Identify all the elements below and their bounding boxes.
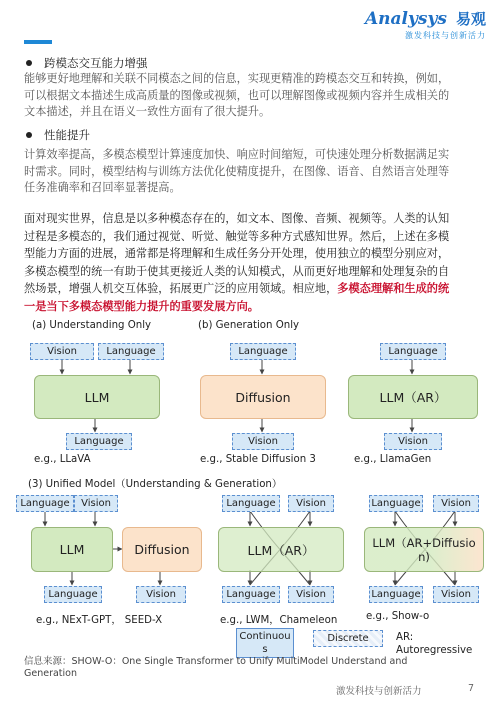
tag-language: Language: [16, 495, 74, 512]
caption-understanding-only: (a) Understanding Only: [32, 320, 152, 331]
example-nextgpt: e.g., NExT-GPT， SEED-X: [36, 615, 163, 626]
logo-brand: Analysys: [364, 9, 447, 29]
model-llm: LLM: [31, 527, 113, 572]
main-paragraph: 面对现实世界，信息是以多种模态存在的，如文本、图像、音频、视频等。人类的认知 过程是多模态的，我们通过视觉、听觉、触觉等多种方式感知世界。然后，上述在多模 型能力方面的进展，通常都是将理解和生成任务分开处理，使用独立的模型分别应对， 多模态模型的统一有助于使其更接近人类的认知模式，从而更好地理解和处理复杂的自 然场景，增强人机交互体验，拓展更广泛的应用领域。相应地，多模态理解和生成的统 一是当下多模态模型能力提升的重要发展方向。: [24, 210, 476, 315]
example-llava: e.g., LLaVA: [34, 454, 91, 465]
caption-unified-model: (3) Unified Model（Understanding & Generation）: [28, 479, 283, 490]
tag-vision: Vision: [433, 495, 479, 512]
model-llm: LLM: [34, 375, 160, 419]
example-lwm: e.g., LWM，Chameleon: [220, 615, 338, 626]
tag-language-out: Language: [222, 586, 280, 603]
logo-brand-cn: 易观: [455, 10, 486, 28]
tag-language: Language: [369, 495, 423, 512]
model-llm-ar-diffusion: LLM（AR+Diffusio n): [364, 527, 484, 572]
section2-body: 计算效率提高，多模态模型计算速度加快、响应时间缩短，可快速处理分析数据满足实 时需求。同时，模型结构与训练方法优化使精度提升，在图像、语音、自然语言处理等 任务准确率和召回率显著提高。: [24, 148, 450, 194]
tag-vision-out: Vision: [288, 586, 334, 603]
tag-language: Language: [222, 495, 280, 512]
model-diffusion: Diffusion: [200, 375, 326, 419]
example-llamagen: e.g., LlamaGen: [354, 454, 432, 465]
tag-language: Language: [230, 343, 296, 360]
tag-language: Language: [380, 343, 446, 360]
tag-language-out: Language: [369, 586, 423, 603]
model-llm-ar: LLM（AR）: [348, 375, 478, 419]
tag-vision: Vision: [30, 343, 94, 360]
tag-vision-out: Vision: [433, 586, 479, 603]
highlight-text-cont: 一是当下多模态模型能力提升的重要发展方向。: [24, 299, 259, 313]
legend-ar: AR: Autoregressive: [396, 632, 473, 656]
caption-generation-only: (b) Generation Only: [198, 320, 300, 331]
tag-vision-out: Vision: [384, 433, 442, 450]
example-showo: e.g., Show-o: [366, 611, 430, 622]
tag-language-out: Language: [66, 433, 132, 450]
section1-body: 能够更好地理解和关联不同模态之间的信息，实现更精准的跨模态交互和转换，例如， 可以根据文本描述生成高质量的图像或视频，也可以理解图像或视频内容并生成相关的 文本描述，并且在语义一致性方面有了很大提升。: [24, 72, 450, 118]
tag-vision: Vision: [288, 495, 334, 512]
tag-vision-out: Vision: [136, 586, 186, 603]
highlight-text: 多模态理解和生成的统: [337, 282, 450, 295]
page-number: 7: [468, 683, 475, 694]
tag-language: Language: [98, 343, 164, 360]
tag-language-out: Language: [44, 586, 102, 603]
section-title-performance: 性能提升: [24, 127, 90, 143]
example-sd3: e.g., Stable Diffusion 3: [200, 454, 316, 465]
model-diffusion: Diffusion: [122, 527, 202, 572]
legend-discrete: Discrete: [313, 630, 383, 647]
source-note: 信息来源：SHOW-O：One Single Transformer to Unify MultiModel Understand and Generation: [24, 656, 408, 679]
tag-vision: Vision: [74, 495, 118, 512]
legend-continuous: Continuou s: [236, 628, 294, 658]
tag-vision-out: Vision: [232, 433, 294, 450]
model-llm-ar: LLM（AR）: [218, 527, 344, 572]
section-title-cross-modal: 跨模态交互能力增强: [24, 55, 148, 71]
logo-tagline: 激发科技与创新活力: [405, 31, 486, 40]
footer-tagline: 激发科技与创新活力: [336, 686, 422, 697]
